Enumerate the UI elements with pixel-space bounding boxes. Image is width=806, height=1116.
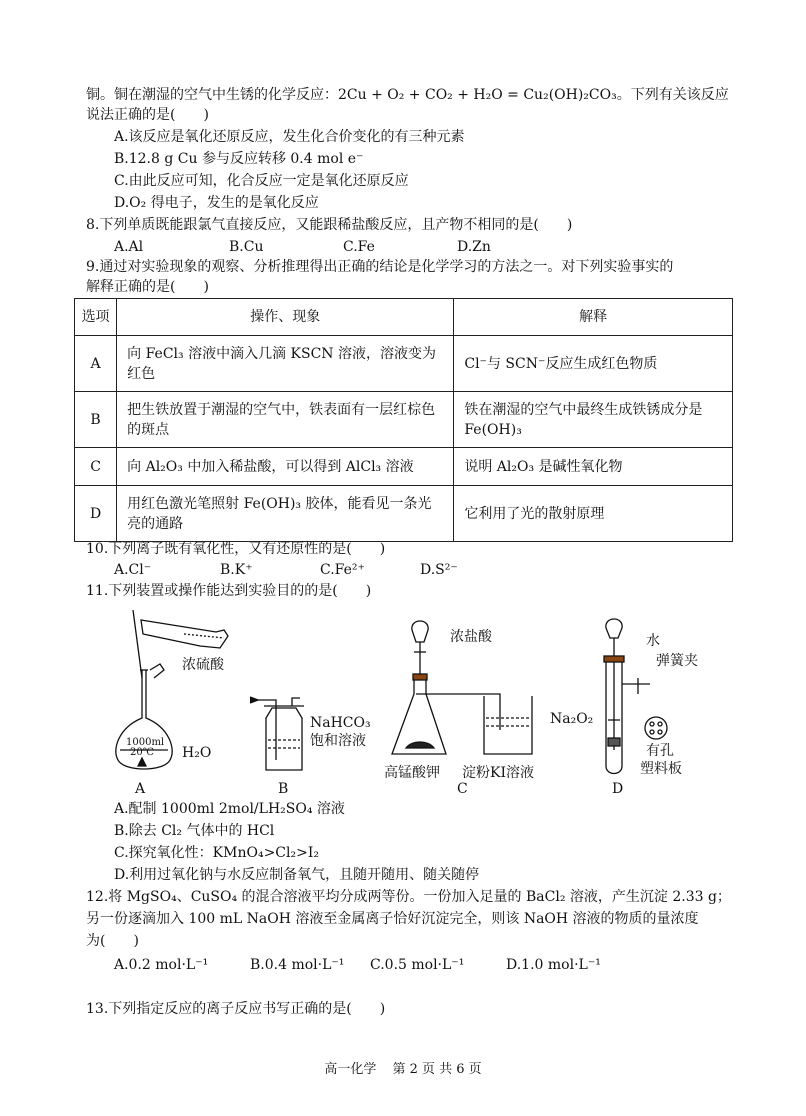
- label-c-acid: 浓盐酸: [450, 629, 492, 645]
- q7-option-a: A.该反应是氧化还原反应，发生化合价变化的有三种元素: [114, 129, 465, 145]
- q11-option-d: D.利用过氧化钠与水反应制备氧气，且随开随用、随关随停: [114, 867, 480, 883]
- q8-option-a: A.Al: [114, 239, 144, 255]
- table-row: [75, 392, 733, 448]
- table-cell-explanation: Cl⁻与 SCN⁻反应生成红色物质: [454, 336, 733, 392]
- apparatus-b: [250, 697, 304, 770]
- figure-letter-a: A: [135, 781, 146, 797]
- label-a-water: H₂O: [182, 745, 212, 761]
- label-b-reagent2: 饱和溶液: [310, 733, 366, 749]
- q9-table: [74, 298, 733, 542]
- table-row: [75, 336, 733, 392]
- table-header-explanation: 解释: [454, 299, 733, 336]
- table-cell-option: B: [75, 392, 117, 448]
- label-a-temp: 20℃: [130, 747, 154, 758]
- q11-option-b: B.除去 Cl₂ 气体中的 HCl: [114, 823, 275, 839]
- table-row: [75, 486, 733, 542]
- table-row: [75, 448, 733, 486]
- label-c-solid: 高锰酸钾: [384, 765, 440, 781]
- q12-option-d: D.1.0 mol·L⁻¹: [506, 957, 601, 973]
- label-a-acid: 浓硫酸: [182, 657, 224, 673]
- q7-option-b: B.12.8 g Cu 参与反应转移 0.4 mol e⁻: [114, 151, 364, 167]
- table-header-option: 选项: [75, 299, 117, 336]
- q12-line3: 为( ): [86, 933, 139, 949]
- q11-stem: 11.下列装置或操作能达到实验目的的是( ): [86, 583, 372, 599]
- table-cell-option: A: [75, 336, 117, 392]
- q8-option-c: C.Fe: [343, 239, 375, 255]
- table-cell-option: C: [75, 448, 117, 486]
- table-cell-explanation: 它利用了光的散射原理: [454, 486, 733, 542]
- q7-line2: 说法正确的是( ): [86, 107, 209, 123]
- q10-option-a: A.Cl⁻: [114, 562, 152, 578]
- table-header-row: [75, 299, 733, 336]
- q8-option-b: B.Cu: [229, 239, 264, 255]
- table-cell-explanation: 铁在潮湿的空气中最终生成铁锈成分是 Fe(OH)₃: [454, 392, 733, 448]
- table-header-operation: 操作、现象: [117, 299, 454, 336]
- q12-option-b: B.0.4 mol·L⁻¹: [250, 957, 345, 973]
- table-cell-explanation: 说明 Al₂O₃ 是碱性氧化物: [454, 448, 733, 486]
- page-footer: [0, 1058, 806, 1077]
- q12-option-c: C.0.5 mol·L⁻¹: [370, 957, 465, 973]
- q11-option-a: A.配制 1000ml 2mol/LH₂SO₄ 溶液: [114, 801, 345, 817]
- q7-option-d: D.O₂ 得电子，发生的是氧化反应: [114, 195, 319, 211]
- q12-line1: 12.将 MgSO₄、CuSO₄ 的混合溶液平均分成两等份。一份加入足量的 BaCl₂ 溶液，产生沉淀 2.33 g；: [86, 889, 731, 905]
- footer-page-number: 第 2 页 共 6 页: [392, 1062, 482, 1077]
- label-d-plate2: 塑料板: [640, 761, 682, 777]
- q7-option-c: C.由此反应可知，化合反应一定是氧化还原反应: [114, 173, 409, 189]
- table-cell-operation: 把生铁放置于潮湿的空气中，铁表面有一层红棕色的斑点: [117, 392, 454, 448]
- q12-option-a: A.0.2 mol·L⁻¹: [114, 957, 209, 973]
- q10-stem: 10.下列离子既有氧化性，又有还原性的是( ): [86, 541, 386, 557]
- table-cell-operation: 用红色激光笔照射 Fe(OH)₃ 胶体，能看见一条光亮的通路: [117, 486, 454, 542]
- label-d-solid: Na₂O₂: [550, 711, 594, 727]
- q8-option-d: D.Zn: [457, 239, 491, 255]
- q10-option-b: B.K⁺: [220, 562, 253, 578]
- q11-option-c: C.探究氧化性：KMnO₄>Cl₂>I₂: [114, 845, 319, 861]
- q13-stem: 13.下列指定反应的离子反应书写正确的是( ): [86, 1001, 386, 1017]
- q12-line2: 另一份逐滴加入 100 mL NaOH 溶液至金属离子恰好沉淀完全，则该 NaOH 溶液的物质的量浓度: [86, 911, 699, 927]
- label-b-reagent1: NaHCO₃: [310, 715, 371, 731]
- label-a-volume: 1000ml: [126, 737, 165, 748]
- q9-line2: 解释正确的是( ): [86, 279, 209, 295]
- figure-letter-c: C: [457, 781, 468, 797]
- figure-letter-b: B: [278, 781, 289, 797]
- q7-line1: 铜。铜在潮湿的空气中生锈的化学反应：2Cu + O₂ + CO₂ + H₂O = Cu₂(OH)₂CO₃。下列有关该反应: [86, 87, 729, 103]
- table-cell-option: D: [75, 486, 117, 542]
- q9-line1: 9.通过对实验现象的观察、分析推理得出正确的结论是化学学习的方法之一。对下列实验事实的: [86, 259, 674, 275]
- label-d-plate1: 有孔: [646, 743, 674, 759]
- label-d-clamp: 弹簧夹: [656, 653, 698, 669]
- q10-option-c: C.Fe²⁺: [320, 562, 365, 578]
- table-cell-operation: 向 FeCl₃ 溶液中滴入几滴 KSCN 溶液，溶液变为红色: [117, 336, 454, 392]
- q8-stem: 8.下列单质既能跟氯气直接反应，又能跟稀盐酸反应，且产物不相同的是( ): [86, 217, 573, 233]
- figure-letter-d: D: [612, 781, 624, 797]
- table-cell-operation: 向 Al₂O₃ 中加入稀盐酸，可以得到 AlCl₃ 溶液: [117, 448, 454, 486]
- label-c-solution: 淀粉KI溶液: [462, 765, 534, 781]
- footer-subject: 高一化学: [324, 1062, 377, 1077]
- q10-option-d: D.S²⁻: [420, 562, 458, 578]
- label-d-water: 水: [646, 633, 660, 649]
